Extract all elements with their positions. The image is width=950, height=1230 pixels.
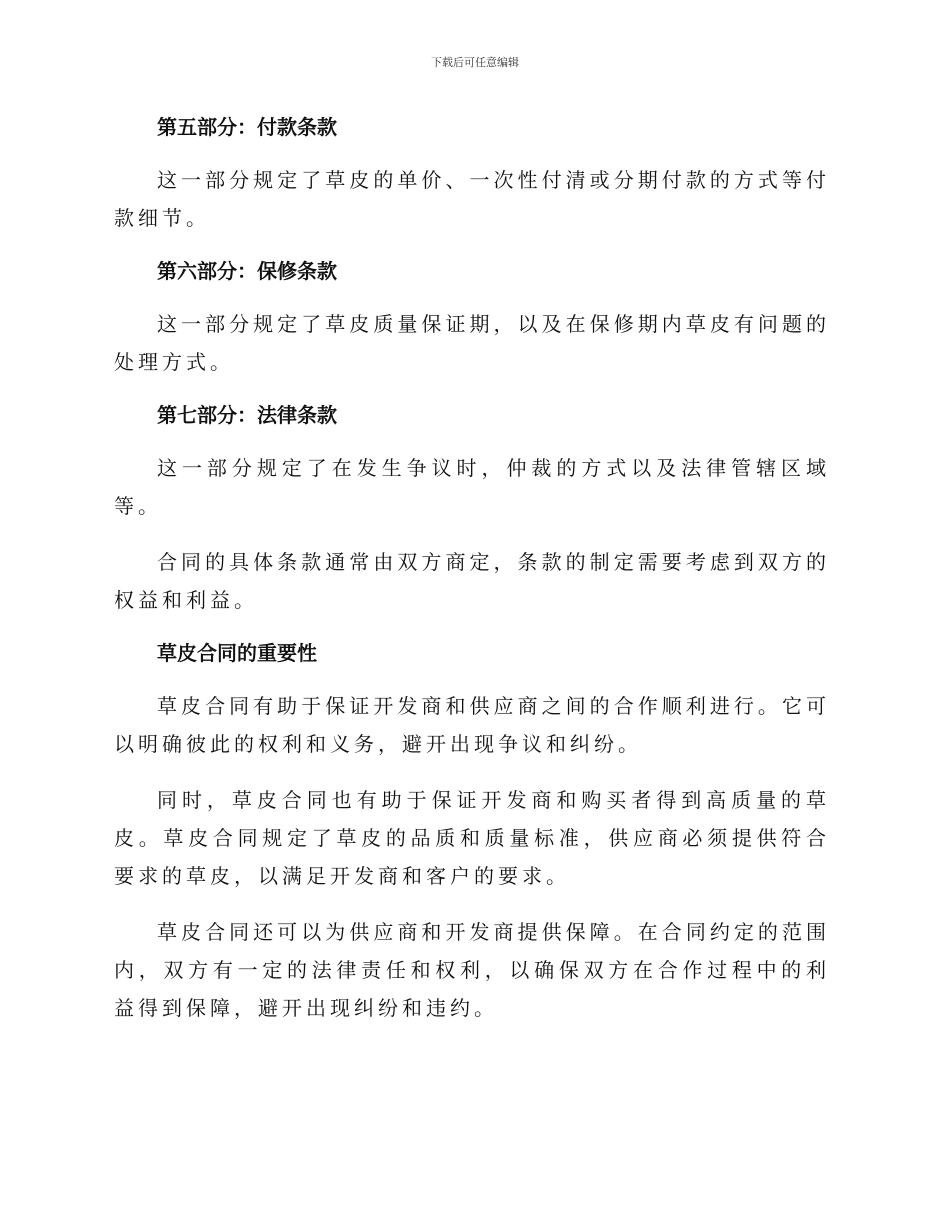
section-heading-warranty: 第六部分：保修条款 [157,259,337,283]
paragraph-importance-protection: 草皮合同还可以为供应商和开发商提供保障。在合同约定的范围内，双方有一定的法律责任和权利，以确保双方在合作过程中的利益得到保障，避开出现纠纷和违约。 [114,920,830,1020]
section-heading-payment: 第五部分：付款条款 [157,115,337,139]
paragraph-warranty: 这一部分规定了草皮质量保证期，以及在保修期内草皮有问题的处理方式。 [114,312,830,374]
paragraph-importance-quality: 同时，草皮合同也有助于保证开发商和购买者得到高质量的草皮。草皮合同规定了草皮的品质和质量标准，供应商必须提供符合要求的草皮，以满足开发商和客户的要求。 [114,788,830,888]
document-body [114,112,830,1027]
paragraph-importance-cooperation: 草皮合同有助于保证开发商和供应商之间的合作顺利进行。它可以明确彼此的权利和义务，避开出现争议和纠纷。 [114,694,830,756]
page-header-note: 下载后可任意编辑 [431,56,519,69]
paragraph-payment: 这一部分规定了草皮的单价、一次性付清或分期付款的方式等付款细节。 [114,168,830,230]
section-heading-legal: 第七部分：法律条款 [157,403,337,427]
paragraph-terms-negotiation: 合同的具体条款通常由双方商定，条款的制定需要考虑到双方的权益和利益。 [114,550,830,612]
section-heading-importance: 草皮合同的重要性 [157,641,317,665]
paragraph-legal: 这一部分规定了在发生争议时，仲裁的方式以及法律管辖区域等。 [114,456,830,518]
